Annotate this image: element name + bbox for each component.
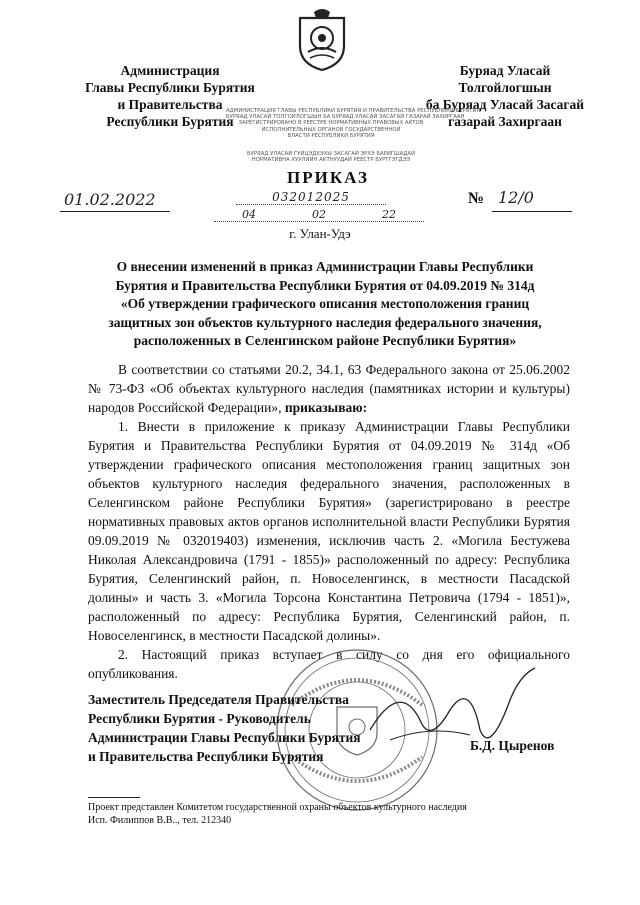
emblem-icon: [294, 8, 350, 72]
stamp-line: НОРМАТИВНА ХУУЛИИН АКТНУУДАЙ РЕЕСТР БУРТГЭГДЭЭ: [251, 157, 411, 164]
title-line: расположенных в Селенгинском районе Республики Бурятия»: [133, 333, 517, 348]
footnote: [88, 801, 548, 827]
body-paragraph-preamble: [88, 360, 570, 417]
body-paragraph-2: 2. Настоящий приказ вступает в силу со дня его официального опубликования.: [88, 647, 570, 681]
title-line: О внесении изменений в приказ Администрации Главы Республики: [116, 259, 534, 274]
order-title: [80, 258, 570, 351]
date-underline: [60, 211, 170, 212]
stamp-line: АДМИНИСТРАЦИЯ ГЛАВЫ РЕСПУБЛИКИ БУРЯТИЯ И ПРАВИТЕЛЬСТВА РЕСПУБЛИКИ БУРЯТИЯ: [226, 108, 481, 114]
position-line: и Правительства Республики Бурятия: [88, 749, 324, 764]
stamp-line: ВЛАСТИ РЕСПУБЛИКИ БУРЯТИЯ: [287, 132, 375, 139]
header-right-line: Буряад Уласай: [459, 63, 551, 78]
stamp-line: БУРЯАД УЛАСАЙ ГУЙЦЭДХЭХЫ ЗАСАГАЙ ЭРХЭ БАРИГШАДАЙ: [246, 151, 416, 158]
number-underline: [492, 211, 572, 212]
preamble-text: В соответствии со статьями 20.2, 34.1, 63 Федерального закона от 25.06.2002 № 73-ФЗ «Об объектах культурного наследия (памятниках истории и культуры) народов Российской Федерации»,: [88, 362, 570, 415]
stamp-line: ЗАРЕГИСТРИРОВАНО В РЕЕСТРЕ НОРМАТИВНЫХ ПРАВОВЫХ АКТОВ: [238, 120, 424, 127]
title-line: «Об утверждении графического описания местоположения границ: [120, 296, 530, 311]
order-date-handwritten: 01.02.2022: [64, 190, 156, 209]
header-right-line: ба Буряад Уласай Засагай: [425, 97, 585, 112]
order-verb: приказываю:: [281, 400, 368, 415]
registration-date: [214, 208, 424, 222]
signatory-name: Б.Д. Цыренов: [470, 738, 555, 753]
header-left-line: Республики Бурятия: [106, 114, 234, 129]
registration-number: 032012025: [236, 190, 386, 205]
header-left-line: и Правительства: [117, 97, 223, 112]
city: г. Улан-Удэ: [289, 226, 351, 241]
header-left-line: Администрация: [120, 63, 220, 78]
order-number-label: №: [468, 190, 485, 207]
signatory-position: [88, 690, 388, 766]
position-line: Администрации Главы Республики Бурятия: [88, 730, 361, 745]
position-line: Республики Бурятия - Руководитель: [88, 711, 311, 726]
reg-day: 04: [242, 208, 256, 221]
reg-year: 22: [382, 208, 396, 221]
footnote-divider: [88, 797, 140, 798]
body-paragraph-1: 1. Внести в приложение к приказу Администрации Главы Республики Бурятия и Правительства Республики Бурятия от 04.09.2019 № 314д «Об утверждении графического описания местоположения границ защитных зон объектов культурного наследия федерального значения, расположенных в Селенгинском районе Республики Бурятия» (зарегистрировано в реестре нормативных правовых актов органов исполнительной власти Республики Бурятия 09.09.2019 № 032019403) изменения, исключив часть 2. «Могила Бестужева Николая Александровича (1791 - 1855)» расположенный по адресу: Республика Бурятия, Селенгинский район, п. Новоселенгинск, в местности Пасадской долины» и часть 3. «Могила Торсона Константина Петровича (1794 - 1851)», расположенный по адресу: Республика Бурятия, Селенгинский район, п. Новоселенгинск, в местности Пасадской долины».: [88, 419, 570, 643]
header-right-line: газарай Захиргаан: [448, 114, 562, 129]
position-line: Заместитель Председателя Правительства: [88, 692, 349, 707]
order-number-handwritten: 12/0: [498, 188, 534, 207]
order-heading: ПРИКАЗ: [287, 168, 369, 187]
header-right-line: Толгойлогшын: [458, 80, 552, 95]
header-left-line: Главы Республики Бурятия: [85, 80, 255, 95]
reg-month: 02: [312, 208, 326, 221]
stamp-line: БУРЯАД УЛАСАЙ ТОЛГОЙЛОГШЫН БА БУРЯАД УЛАСАЙ ЗАСАГАЙ ГАЗАРАЙ ЗАХИРГААН: [226, 114, 465, 121]
title-line: Бурятия и Правительства Республики Бурятия от 04.09.2019 № 314д: [115, 277, 535, 293]
footnote-line: Проект представлен Комитетом государственной охраны объектов культурного наследия: [88, 802, 467, 813]
stamp-line: ИСПОЛНИТЕЛЬНЫХ ОРГАНОВ ГОСУДАРСТВЕННОЙ: [261, 126, 401, 133]
order-body: [88, 360, 570, 683]
title-line: защитных зон объектов культурного наследия федерального значения,: [108, 314, 542, 330]
footnote-line: Исп. Филиппов В.В.., тел. 212340: [88, 815, 232, 826]
